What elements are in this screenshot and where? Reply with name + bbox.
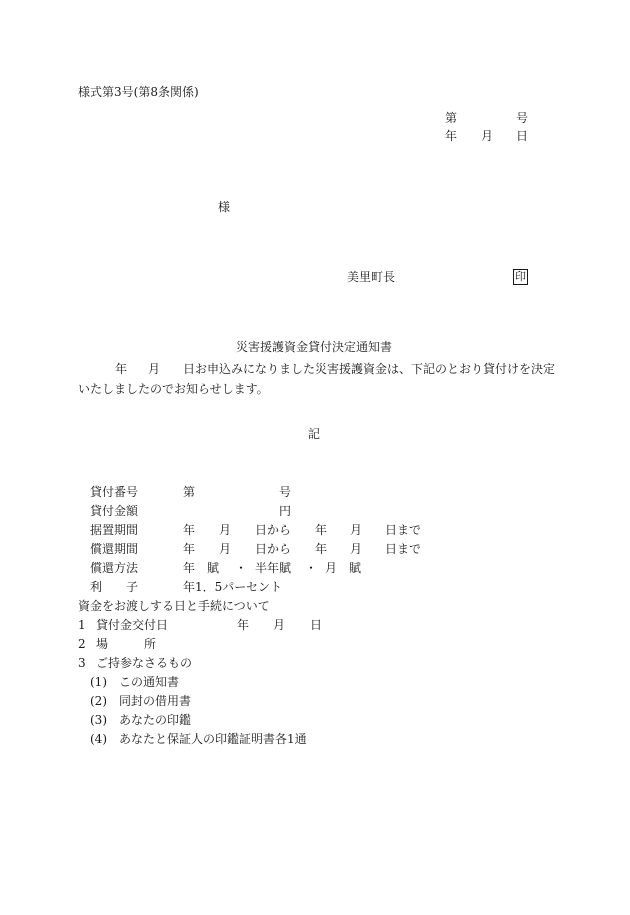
repayment-year2: 年 xyxy=(315,542,328,556)
loan-number-prefix: 第 xyxy=(183,485,196,499)
interest-value: 年1．5パーセント xyxy=(183,580,283,594)
seal-text: 印 xyxy=(515,270,526,283)
ki-heading: 記 xyxy=(308,427,321,441)
procedure-item1-month: 月 xyxy=(273,618,286,632)
procedure-heading: 資金をお渡しする日と手続について xyxy=(78,599,270,613)
bring-item-text: あなたと保証人の印鑑証明書各1通 xyxy=(119,732,307,746)
body-text-line2: いたしましたのでお知らせします。 xyxy=(78,382,269,396)
deferment-year1: 年 xyxy=(183,523,196,537)
bring-item-text: この通知書 xyxy=(119,675,180,689)
repayment-from: 日から xyxy=(255,542,292,556)
body-year: 年 xyxy=(115,362,128,376)
repayment-month1: 月 xyxy=(219,542,232,556)
procedure-item1-num: 1 xyxy=(78,618,86,632)
procedure-item3-num: 3 xyxy=(78,656,86,670)
repayment-year1: 年 xyxy=(183,542,196,556)
doc-number-prefix: 第 xyxy=(445,111,458,125)
deferment-month2: 月 xyxy=(350,523,363,537)
procedure-item1-day: 日 xyxy=(310,618,323,632)
doc-number-suffix: 号 xyxy=(516,111,529,125)
repayment-month2: 月 xyxy=(350,542,363,556)
loan-amount-unit: 円 xyxy=(279,504,292,518)
body-month: 月 xyxy=(148,362,161,376)
bring-item-num: (3) xyxy=(90,713,107,727)
deferment-from: 日から xyxy=(255,523,292,537)
seal-mark xyxy=(513,269,528,285)
deferment-label: 据置期間 xyxy=(90,523,139,537)
deferment-year2: 年 xyxy=(315,523,328,537)
bring-item-num: (1) xyxy=(90,675,107,689)
bring-item-num: (2) xyxy=(90,694,107,708)
method-dot2: ・ xyxy=(305,561,318,575)
method-semiannual: 半年賦 xyxy=(255,561,292,575)
document-title: 災害援護資金貸付決定通知書 xyxy=(236,340,393,354)
bring-item-text: 同封の借用書 xyxy=(119,694,192,708)
repayment-method-label: 償還方法 xyxy=(90,561,139,575)
form-number: 様式第3号(第8条関係) xyxy=(78,85,199,99)
procedure-item2-label: 場 所 xyxy=(96,637,157,651)
loan-amount-label: 貸付金額 xyxy=(90,504,139,518)
procedure-item2-num: 2 xyxy=(78,637,86,651)
addressee-suffix: 様 xyxy=(218,200,231,214)
loan-number-label: 貸付番号 xyxy=(90,485,139,499)
method-dot1: ・ xyxy=(235,561,248,575)
repayment-to: 日まで xyxy=(385,542,422,556)
body-text-line1: 日お申込みになりました災害援護資金は、下記のとおり貸付けを決定 xyxy=(183,362,556,376)
date-day: 日 xyxy=(516,129,529,143)
loan-number-suffix: 号 xyxy=(279,485,292,499)
interest-label: 利 子 xyxy=(90,580,139,594)
bring-item-num: (4) xyxy=(90,732,107,746)
deferment-month1: 月 xyxy=(219,523,232,537)
procedure-item3-label: ご持参なさるもの xyxy=(96,656,193,670)
procedure-item1-year: 年 xyxy=(237,618,250,632)
bring-item-text: あなたの印鑑 xyxy=(119,713,192,727)
procedure-item1-label: 貸付金交付日 xyxy=(96,618,169,632)
date-year: 年 xyxy=(445,129,458,143)
repayment-period-label: 償還期間 xyxy=(90,542,139,556)
method-monthly: 月 賦 xyxy=(325,561,362,575)
method-annual: 年 賦 xyxy=(183,561,220,575)
issuer-name: 美里町長 xyxy=(347,270,396,284)
deferment-to: 日まで xyxy=(385,523,422,537)
date-month: 月 xyxy=(481,129,494,143)
